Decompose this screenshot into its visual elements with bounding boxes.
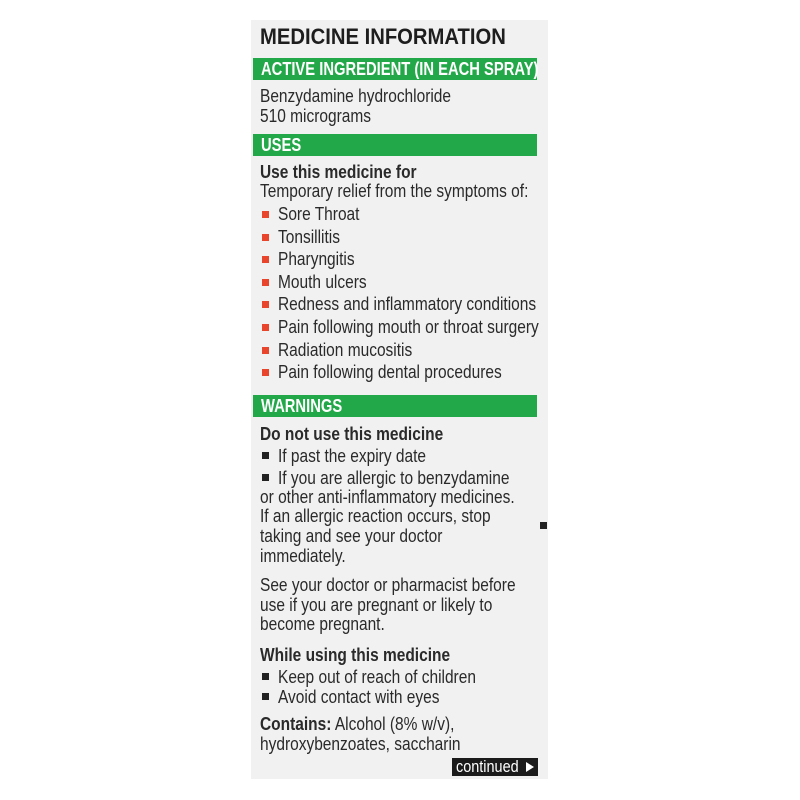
active-ingredient-header [253,58,537,80]
warnings-header [253,395,537,417]
while-item: Avoid contact with eyes [278,687,440,707]
bullet-icon [262,279,269,286]
while-using-heading: While using this medicine [260,645,451,665]
section-heading: USES [261,135,302,155]
continued-text: continued [456,757,519,776]
arrow-right-icon [526,762,534,772]
page-title: MEDICINE INFORMATION [260,24,506,49]
contains-line [260,714,454,734]
uses-item: Pharyngitis [278,249,355,270]
uses-subheading: Use this medicine for [260,162,417,182]
bullet-icon [262,693,269,700]
warning-item-cont: taking and see your doctor [260,526,443,546]
ingredient-amount: 510 micrograms [260,106,371,126]
pregnancy-text: See your doctor or pharmacist before [260,575,516,595]
bullet-icon [262,474,269,481]
warning-item-cont: or other anti-inflammatory medicines. [260,487,515,507]
uses-item: Tonsillitis [278,226,340,247]
bullet-icon [262,673,269,680]
bullet-icon [262,324,269,331]
contains-label: Contains: [260,714,332,734]
uses-item: Radiation mucositis [278,339,413,360]
bullet-icon [262,211,269,218]
edge-marker [540,522,547,529]
bullet-icon [262,301,269,308]
contains-text: Alcohol (8% w/v), [334,714,455,734]
uses-item: Pain following dental procedures [278,362,502,383]
while-item: Keep out of reach of children [278,667,476,687]
uses-item: Pain following mouth or throat surgery [278,317,539,337]
bullet-icon [262,452,269,459]
bullet-icon [262,234,269,241]
warnings-subheading: Do not use this medicine [260,424,444,444]
bullet-icon [262,256,269,263]
bullet-icon [262,369,269,376]
warning-item-cont: If an allergic reaction occurs, stop [260,506,491,526]
uses-item: Sore Throat [278,204,360,224]
uses-item: Mouth ulcers [278,271,367,292]
uses-intro: Temporary relief from the symptoms of: [260,181,529,201]
warning-item-cont: immediately. [260,546,346,566]
section-heading: WARNINGS [261,396,343,416]
bullet-icon [262,347,269,354]
continued-label [452,758,538,776]
section-heading: ACTIVE INGREDIENT (IN EACH SPRAY) [261,59,539,79]
pregnancy-text: become pregnant. [260,614,385,634]
uses-item: Redness and inflammatory conditions [278,294,537,315]
pregnancy-text: use if you are pregnant or likely to [260,595,493,615]
warning-item: If past the expiry date [278,446,427,466]
warning-item: If you are allergic to benzydamine [278,468,510,488]
ingredient-name: Benzydamine hydrochloride [260,86,452,106]
contains-text: hydroxybenzoates, saccharin [260,734,461,754]
uses-header [253,134,537,156]
